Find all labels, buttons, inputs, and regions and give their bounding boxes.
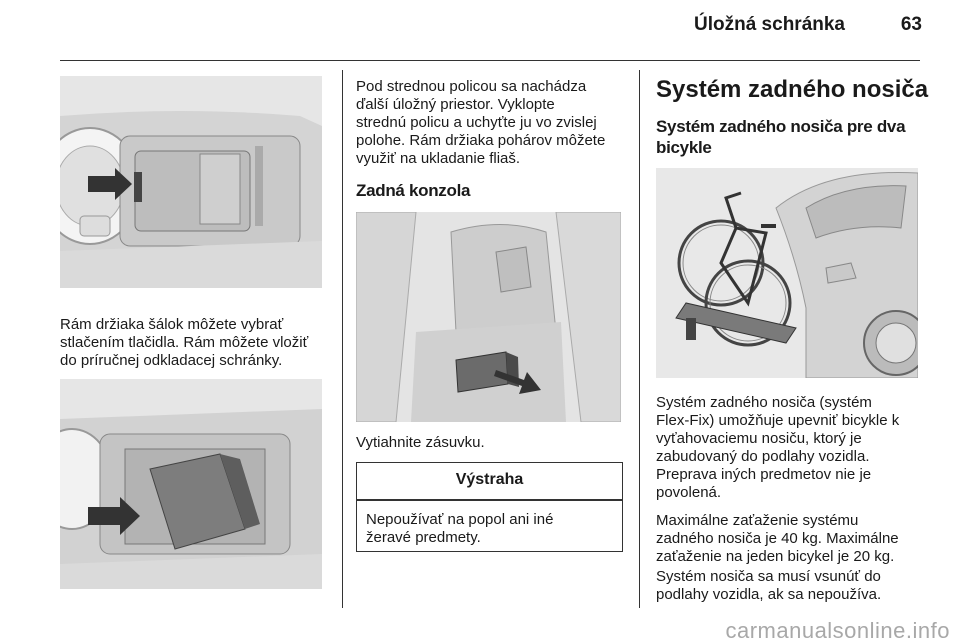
text-line: žeravé predmety.	[366, 529, 481, 546]
frame-storage-illustration	[60, 379, 322, 589]
cup-holder-caption	[60, 316, 308, 370]
text-line: vyťahovaciemu nosiču, ktorý je	[656, 430, 862, 447]
text-line: Systém zadného nosiča (systém	[656, 394, 872, 411]
text-line: využiť na ukladanie fliaš.	[356, 150, 521, 167]
text-line: Systém nosiča sa musí vsunúť do	[656, 568, 881, 585]
text-line: bicykle	[656, 138, 712, 157]
text-line: stlačením tlačidla. Rám môžete vložiť	[60, 334, 309, 351]
subheading-two-bicycles	[656, 116, 905, 158]
section-heading-rear-carrier: Systém zadného nosiča	[656, 76, 929, 103]
text-line: strednú policu a uchyťte ju vo zvislej	[356, 114, 597, 131]
text-line: podlahy vozidla, ak sa nepoužíva.	[656, 586, 882, 603]
carrier-load-limits	[656, 512, 899, 566]
column-divider-left	[342, 70, 343, 608]
watermark: carmanualsonline.info	[725, 618, 950, 643]
text-line: zabudovaný do podlahy vozidla.	[656, 448, 870, 465]
text-line: Flex-Fix) umožňuje upevniť bicykle k	[656, 412, 900, 429]
rear-console-drawer-illustration	[356, 212, 621, 422]
column-divider-right	[639, 70, 640, 608]
text-line: zadného nosiča je 40 kg. Maximálne	[656, 530, 899, 547]
text-line: Pod strednou policou sa nachádza	[356, 78, 587, 95]
carrier-storage-note	[656, 568, 881, 604]
text-line: Preprava iných predmetov nie je	[656, 466, 872, 483]
text-line: Maximálne zaťaženie systému	[656, 512, 859, 529]
text-line: Rám držiaka šálok môžete vybrať	[60, 316, 284, 333]
text-line: do príručnej odkladacej schránky.	[60, 352, 283, 369]
header-divider	[60, 60, 920, 61]
cup-holder-frame-illustration	[60, 76, 322, 288]
drawer-instruction: Vytiahnite zásuvku.	[356, 434, 485, 451]
warning-text	[366, 511, 553, 547]
warning-title: Výstraha	[455, 471, 524, 488]
under-shelf-text	[356, 78, 605, 168]
warning-box	[356, 462, 623, 552]
text-line: povolená.	[656, 484, 722, 501]
bicycle-carrier-illustration	[656, 168, 918, 378]
carrier-description	[656, 394, 899, 502]
text-line: Nepoužívať na popol ani iné	[366, 511, 554, 528]
page-title: Úložná schránka	[694, 14, 845, 35]
text-line: polohe. Rám držiaka pohárov môžete	[356, 132, 606, 149]
text-line: zaťaženie na jeden bicykel je 20 kg.	[656, 548, 895, 565]
section-heading-rear-console: Zadná konzola	[356, 181, 471, 200]
warning-divider	[357, 499, 622, 501]
page-number: 63	[900, 14, 922, 35]
text-line: Systém zadného nosiča pre dva	[656, 117, 906, 136]
text-line: ďalší úložný priestor. Vyklopte	[356, 96, 555, 113]
